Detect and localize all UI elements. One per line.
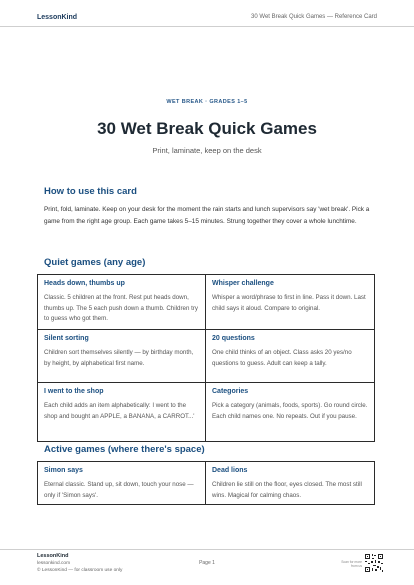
- game-card: [38, 275, 206, 330]
- game-card: [206, 330, 374, 383]
- game-title: Silent sorting: [44, 335, 89, 342]
- quiet-games-heading: Quiet games (any age): [44, 257, 146, 268]
- qr-caption: Scan for more from us: [341, 560, 362, 568]
- game-description: Each child adds an item alphabetically: I went to the shop and bought an APPLE, a BANANA, a CARROT...': [44, 402, 195, 420]
- game-description: Children sort themselves silently — by birthday month, by height, by alphabetical first name.: [44, 349, 194, 367]
- game-title: 20 questions: [212, 335, 255, 342]
- game-description: Children lie still on the floor, eyes closed. The most still wins. Magical for calming chaos.: [212, 481, 362, 499]
- header-document-title: 30 Wet Break Quick Games — Reference Card: [251, 14, 377, 20]
- quiet-games-grid: [37, 274, 375, 442]
- how-to-body: Print, fold, laminate. Keep on your desk for the moment the rain starts and lunch supervisors say 'wet break'. Pick a game from the right age group. Each game takes 5–15 minutes. Strung together they cover a whole lunchtime.: [44, 206, 370, 225]
- brand-logo-text: LessonKind: [37, 14, 78, 21]
- top-bar: [0, 0, 414, 27]
- game-description: Pick a category (animals, foods, sports). Go round circle. Each child names one. No repeats. Out if you pause.: [212, 402, 368, 420]
- page-subtitle: Print, laminate, keep on the desk: [152, 146, 262, 155]
- kicker-label: WET BREAK · GRADES 1–5: [166, 99, 248, 105]
- game-description: One child thinks of an object. Class asks 20 yes/no questions to guess. Adult can keep a tally.: [212, 349, 352, 367]
- game-card: [38, 330, 206, 383]
- game-card: [38, 462, 206, 504]
- game-card: [206, 275, 374, 330]
- footer-copyright: © LessonKind — for classroom use only: [37, 568, 123, 573]
- game-title: Categories: [212, 388, 249, 395]
- page-number: Page 1: [199, 560, 215, 566]
- footer-brand: LessonKind: [37, 553, 69, 559]
- game-title: Simon says: [44, 467, 83, 474]
- game-description: Whisper a word/phrase to first in line. Pass it down. Last child says it aloud. Compare to original.: [212, 294, 366, 312]
- game-card: [38, 383, 206, 441]
- game-title: Heads down, thumbs up: [44, 280, 125, 287]
- footer-site-link[interactable]: lessonkind.com: [37, 561, 71, 566]
- how-to-heading: How to use this card: [44, 186, 137, 197]
- active-games-grid: [37, 461, 375, 505]
- game-title: Dead lions: [212, 467, 248, 474]
- active-games-heading: Active games (where there's space): [44, 444, 205, 455]
- page-title: 30 Wet Break Quick Games: [97, 119, 317, 138]
- game-title: Whisper challenge: [212, 280, 274, 287]
- game-description: Eternal classic. Stand up, sit down, touch your nose — only if 'Simon says'.: [44, 481, 194, 499]
- qr-code-icon: [364, 553, 384, 573]
- game-card: [206, 462, 374, 504]
- page-footer: [0, 549, 414, 585]
- game-description: Classic. 5 children at the front. Rest put heads down, thumbs up. The 5 each push down a thumb. Children try to guess who got them.: [44, 294, 198, 322]
- game-title: I went to the shop: [44, 388, 104, 395]
- game-card: [206, 383, 374, 441]
